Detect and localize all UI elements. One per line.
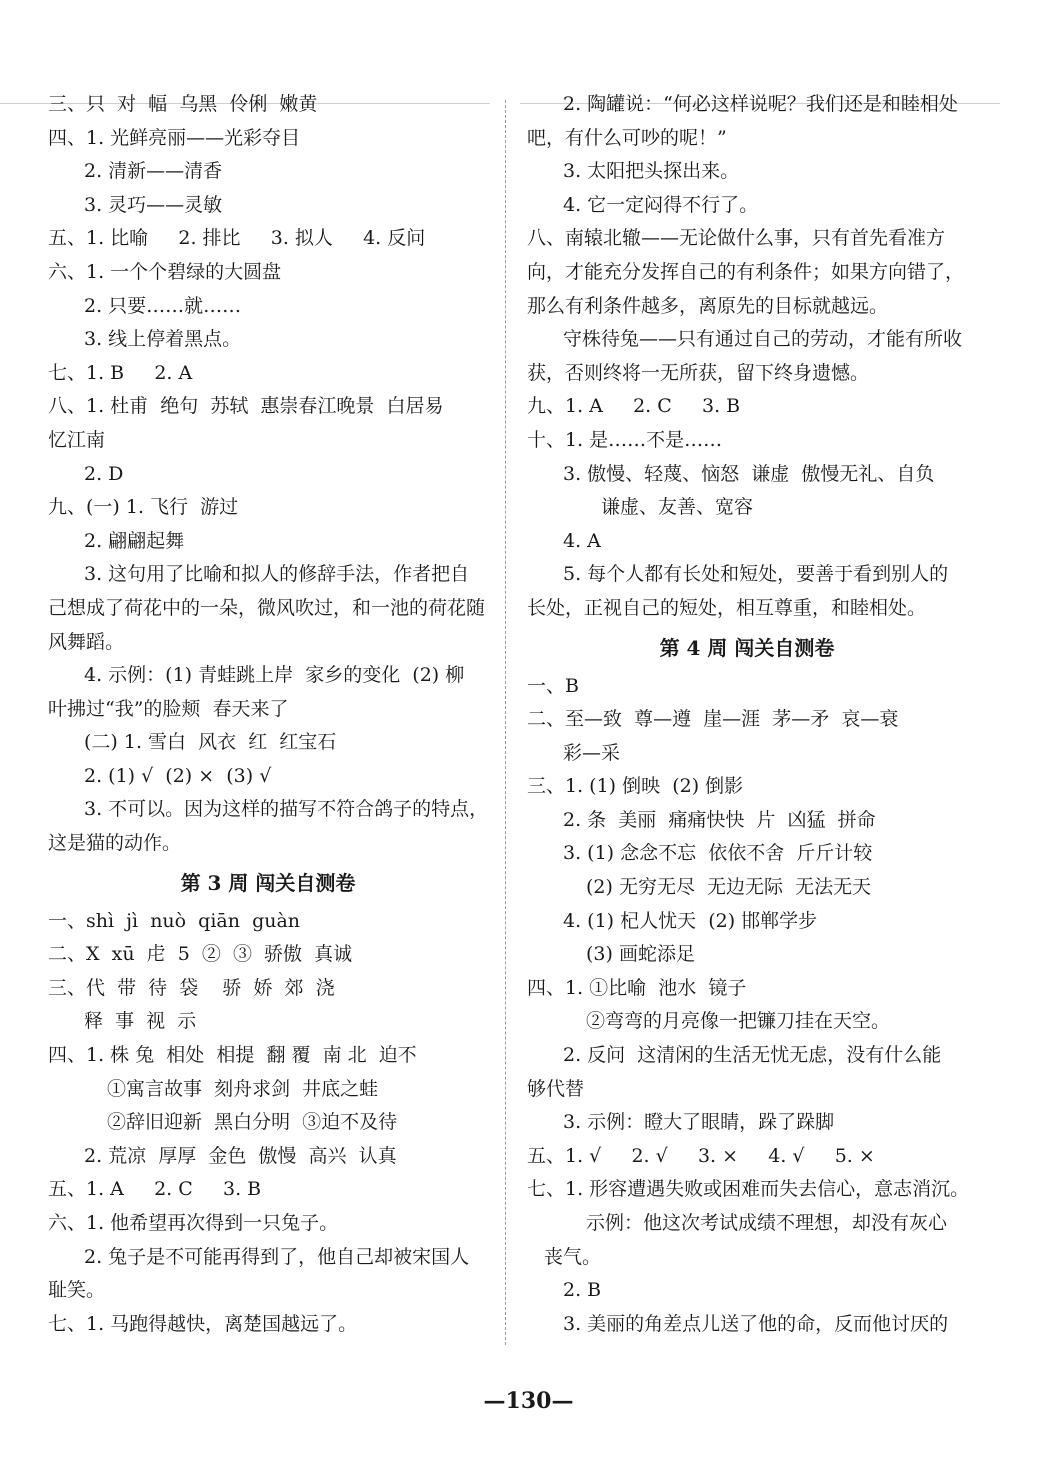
answer-line: 3. 灵巧——灵敏	[84, 193, 223, 216]
answer-line: 六、1. 一个个碧绿的大圆盘	[48, 260, 282, 283]
answer-line: 2. B	[563, 1279, 602, 1302]
answer-line: (2) 无穷无尽 无边无际 无法无天	[586, 876, 872, 899]
answer-line: 一、shì jì nuò qiān guàn	[48, 909, 301, 932]
right-column	[527, 88, 970, 1341]
answer-line: 那么有利条件越多，离原先的目标就越远。	[527, 294, 889, 317]
answer-line: 谦虚、友善、宽容	[601, 496, 754, 519]
answer-line: 三、1. (1) 倒映 (2) 倒影	[527, 775, 744, 798]
answer-line: 2. 反问 这清闲的生活无忧无虑，没有什么能	[563, 1044, 942, 1067]
answer-line: ②辞旧迎新 黑白分明 ③迫不及待	[107, 1111, 398, 1134]
answer-line: 4. 它一定闷得不行了。	[563, 193, 759, 216]
answer-line: 2. 兔子是不可能再得到了，他自己却被宋国人	[84, 1245, 470, 1268]
answer-line: 二、X xū 虍 5 ② ③ 骄傲 真诚	[48, 943, 353, 966]
answer-line: 五、1. √ 2. √ 3. × 4. √ 5. ×	[527, 1144, 875, 1167]
answer-line: 5. 每个人都有长处和短处，要善于看到别人的	[563, 563, 949, 586]
answer-line: 八、1. 杜甫 绝句 苏轼 惠崇春江晚景 白居易	[48, 395, 444, 418]
answer-line: 五、1. A 2. C 3. B	[48, 1178, 262, 1201]
answer-line: 3. 示例：瞪大了眼睛，跺了跺脚	[563, 1111, 835, 1134]
answer-line: 2. 条 美丽 痛痛快快 片 凶猛 拼命	[563, 808, 876, 831]
answer-line: 七、1. 马跑得越快，离楚国越远了。	[48, 1312, 358, 1335]
answer-line: 3. 这句用了比喻和拟人的修辞手法，作者把自	[84, 563, 470, 586]
answer-line: 三、只 对 幅 乌黑 伶俐 嫩黄	[48, 93, 318, 115]
answer-line: 忆江南	[48, 428, 106, 451]
section-heading: 第 4 周 闯关自测卷	[659, 635, 835, 660]
answer-line: 风舞蹈。	[48, 630, 125, 653]
answer-line: 示例：他这次考试成绩不理想，却没有灰心	[586, 1212, 948, 1234]
answer-line: 3. 不可以。因为这样的描写不符合鸽子的特点，	[84, 798, 489, 821]
answer-line: 九、(一) 1. 飞行 游过	[48, 496, 239, 519]
answer-line: 3. 美丽的角差点儿送了他的命，反而他讨厌的	[563, 1312, 949, 1335]
answer-line: 2. D	[84, 462, 124, 485]
answer-line: 九、1. A 2. C 3. B	[527, 395, 741, 418]
answer-line: 七、1. 形容遭遇失败或困难而失去信心，意志消沉。	[527, 1178, 970, 1201]
answer-line: 七、1. B 2. A	[48, 361, 193, 384]
answer-line: 2. (1) √ (2) × (3) √	[84, 764, 272, 787]
answer-line: 4. 示例：(1) 青蛙跳上岸 家乡的变化 (2) 柳	[84, 664, 465, 687]
answer-line: 3. 傲慢、轻蔑、恼怒 谦虚 傲慢无礼、自负	[563, 462, 935, 485]
answer-line: 四、1. 光鲜亮丽——光彩夺目	[48, 126, 301, 149]
answer-line: 2. 只要……就……	[84, 294, 242, 317]
answer-line: 4. A	[563, 529, 601, 552]
answer-line: 叶拂过“我”的脸颊 春天来了	[48, 697, 289, 720]
left-column	[48, 88, 488, 1341]
answer-line: 彩—采	[563, 741, 621, 764]
answer-line: 六、1. 他希望再次得到一只兔子。	[48, 1212, 339, 1234]
answer-line: ②弯弯的月亮像一把镰刀挂在天空。	[586, 1010, 891, 1033]
answer-line: 五、1. 比喻 2. 排比 3. 拟人 4. 反问	[48, 227, 426, 250]
answer-line: 2. 清新——清香	[84, 160, 223, 183]
answer-line: 四、1. ①比喻 池水 镜子	[527, 976, 747, 999]
answer-line: 4. (1) 杞人忧天 (2) 邯郸学步	[563, 909, 818, 932]
answer-line: (二) 1. 雪白 风衣 红 红宝石	[84, 731, 337, 754]
answer-line: 八、南辕北辙——无论做什么事，只有首先看准方	[527, 227, 946, 250]
page-number: —130—	[483, 1388, 574, 1414]
answer-line: 3. (1) 念念不忘 依依不舍 斤斤计较	[563, 842, 873, 865]
answer-line: 耻笑。	[48, 1279, 106, 1302]
answer-line: 吧，有什么可吵的呢！”	[527, 126, 727, 149]
answer-line: 丧气。	[544, 1245, 602, 1268]
answer-line: 向，才能充分发挥自己的有利条件；如果方向错了，	[527, 260, 965, 283]
answer-line: ①寓言故事 刻舟求剑 井底之蛙	[107, 1077, 379, 1100]
column-divider	[505, 100, 506, 1345]
answer-line: 够代替	[527, 1077, 585, 1100]
answer-line: 己想成了荷花中的一朵，微风吹过，和一池的荷花随	[48, 596, 486, 619]
answer-line: 三、代 带 待 袋 骄 娇 郊 浇	[48, 976, 335, 999]
answer-line: 四、1. 株 兔 相处 相提 翻 覆 南 北 迫不	[48, 1044, 417, 1067]
answer-line: 释 事 视 示	[84, 1010, 197, 1033]
answer-line: 守株待兔——只有通过自己的劳动，才能有所收	[563, 328, 963, 351]
answer-line: 3. 太阳把头探出来。	[563, 160, 740, 183]
answer-line: 十、1. 是……不是……	[527, 428, 723, 451]
answer-line: 这是猫的动作。	[48, 832, 182, 855]
answer-line: 2. 陶罐说：“何必这样说呢？我们还是和睦相处	[563, 93, 958, 115]
answer-line: 3. 线上停着黑点。	[84, 328, 242, 351]
answer-line: 2. 荒凉 厚厚 金色 傲慢 高兴 认真	[84, 1144, 397, 1167]
answer-line: 一、B	[527, 674, 579, 697]
answer-line: 二、至—致 尊—遵 崖—涯 茅—矛 哀—衰	[527, 708, 899, 731]
section-heading: 第 3 周 闯关自测卷	[180, 870, 356, 895]
answer-line: 2. 翩翩起舞	[84, 529, 185, 552]
answer-line: 获，否则终将一无所获，留下终身遗憾。	[527, 361, 870, 384]
answer-line: 长处，正视自己的短处，相互尊重，和睦相处。	[527, 596, 927, 619]
answer-line: (3) 画蛇添足	[586, 943, 695, 966]
